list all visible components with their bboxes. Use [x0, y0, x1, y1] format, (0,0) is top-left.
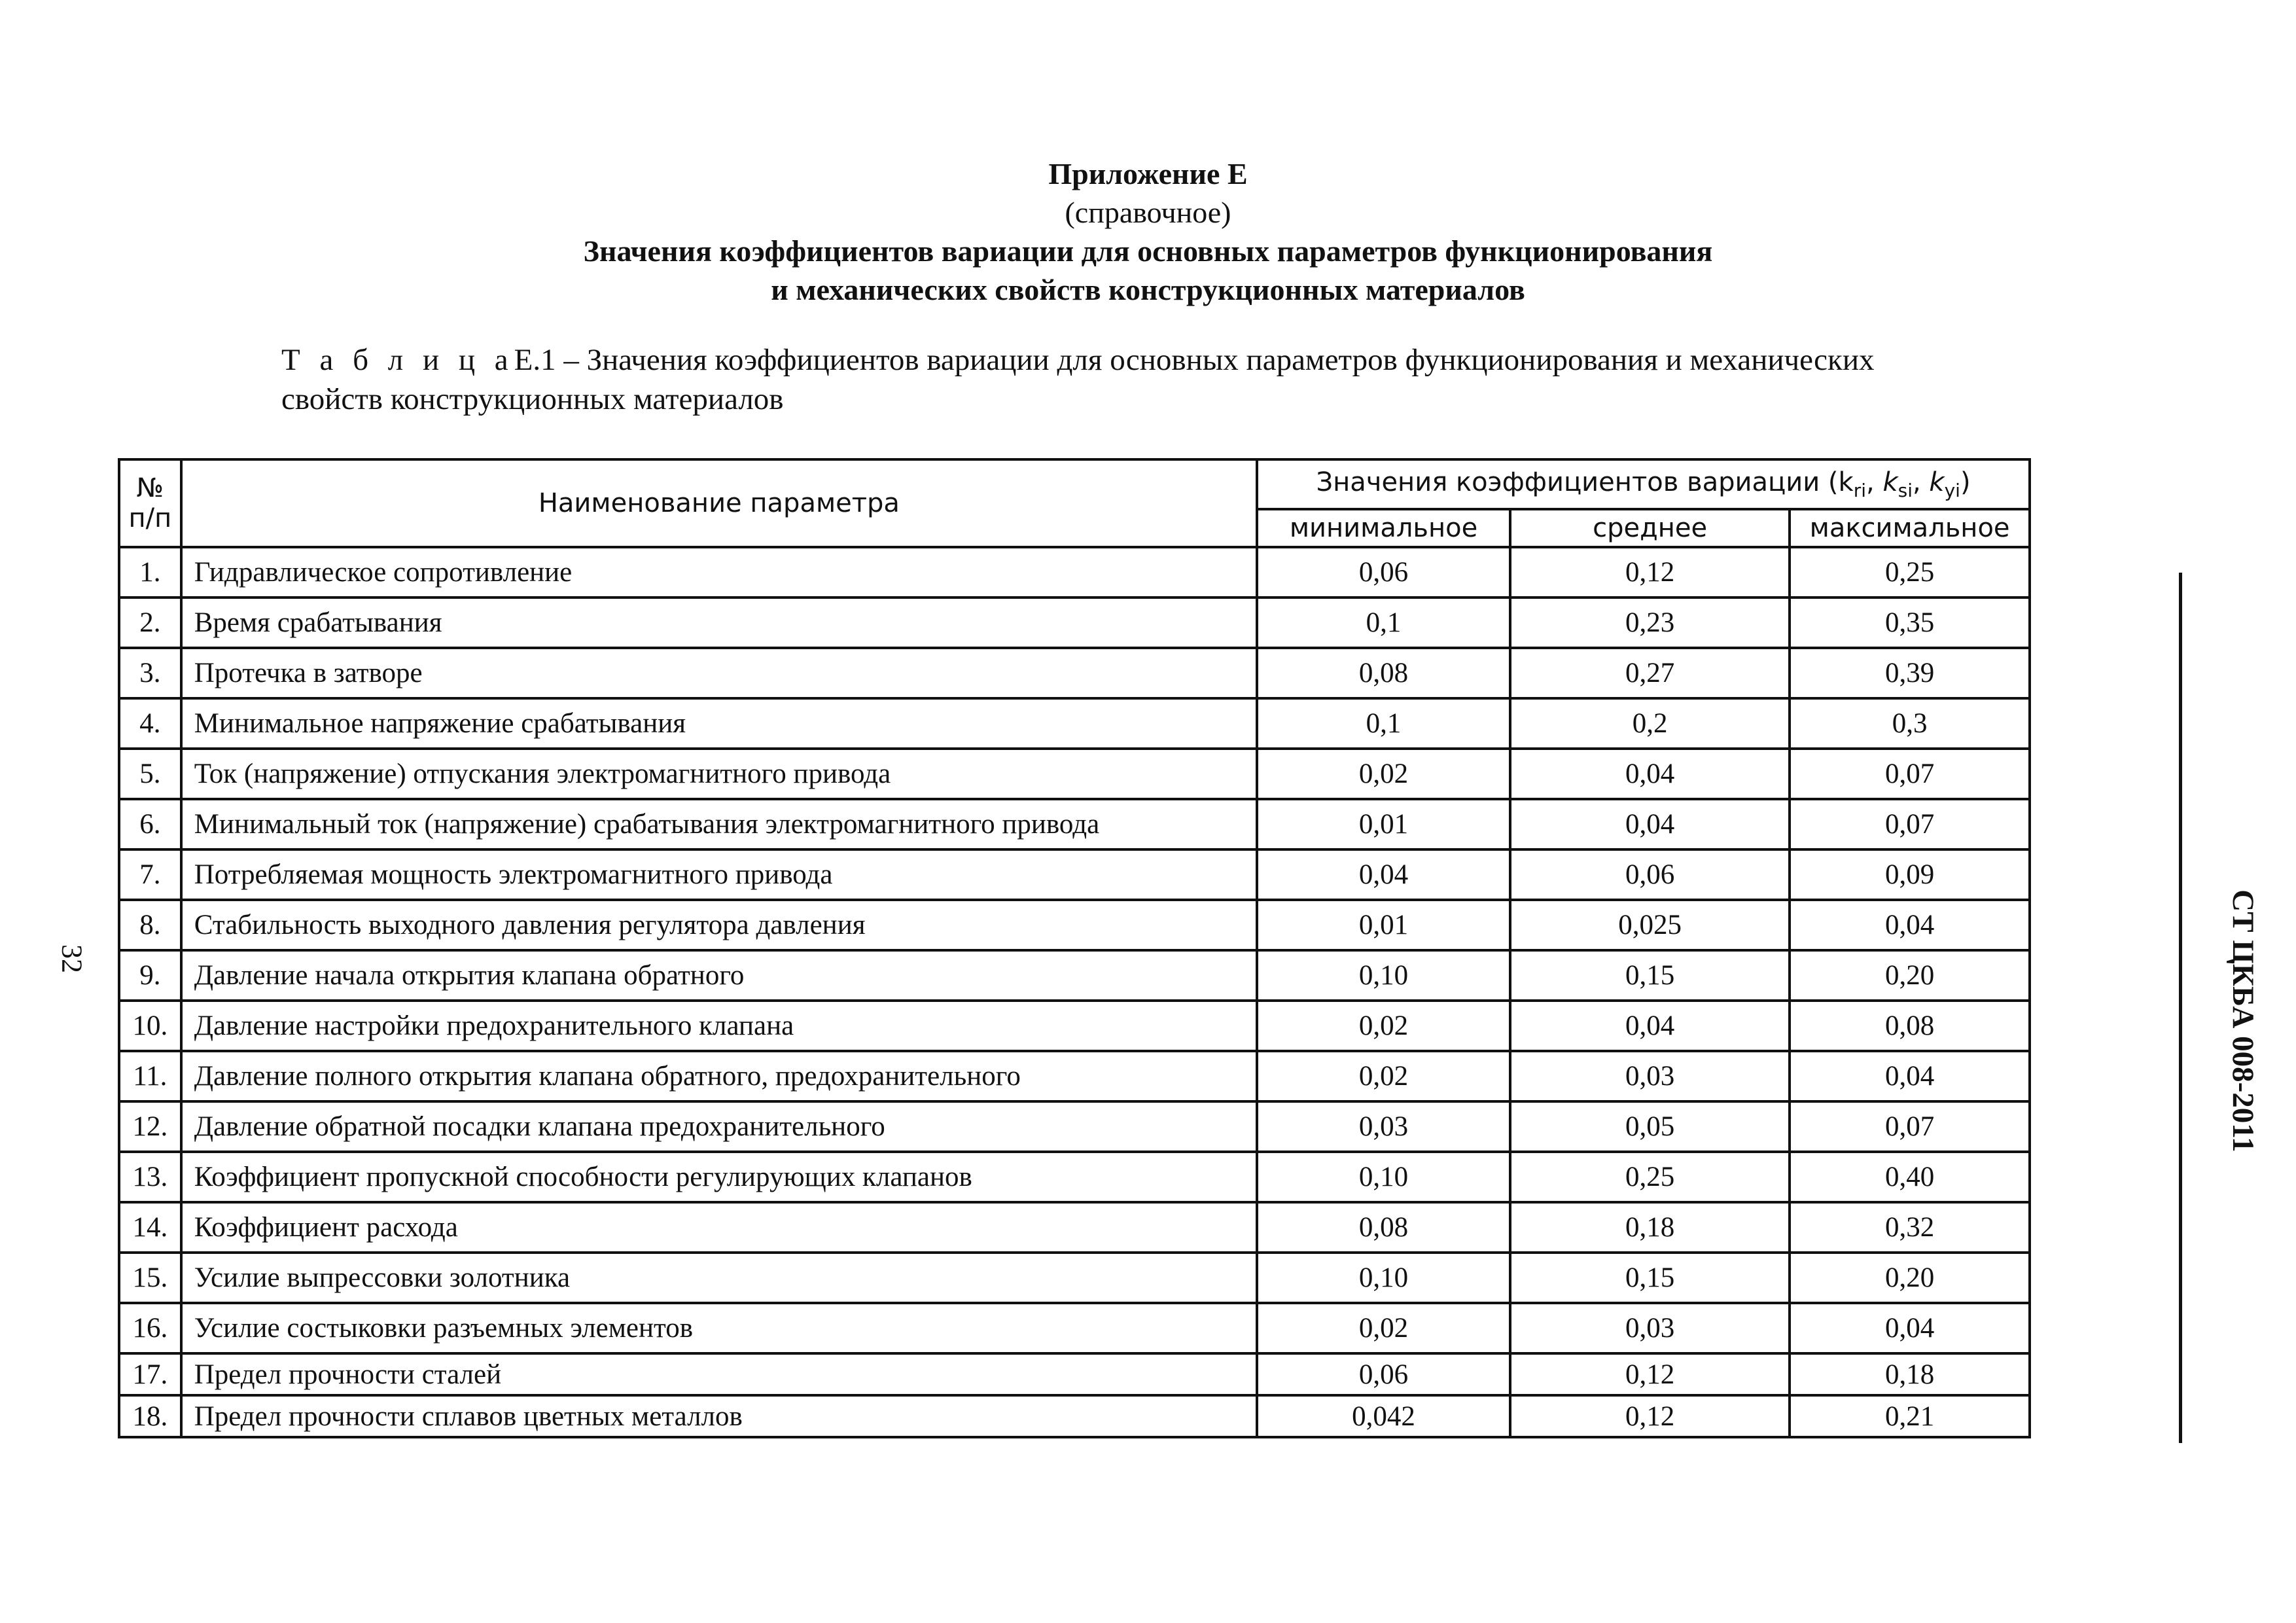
table-row	[119, 1051, 2030, 1101]
table-row	[119, 1101, 2030, 1152]
cell-max: 0,04	[1790, 900, 2030, 950]
table-row	[119, 1202, 2030, 1253]
cell-number: 15.	[119, 1253, 181, 1303]
cell-number: 12.	[119, 1101, 181, 1152]
cell-parameter-name: Коэффициент расхода	[181, 1202, 1257, 1253]
appendix-heading-line2: и механических свойств конструкционных материалов	[771, 273, 1525, 306]
table-row	[119, 547, 2030, 597]
table-row	[119, 950, 2030, 1001]
appendix-title: Приложение Е	[1048, 157, 1248, 190]
cell-avg: 0,025	[1510, 900, 1790, 950]
cell-min: 0,01	[1257, 900, 1510, 950]
table-caption-text-line1: – Значения коэффициентов вариации для основных параметров функционирования и механических	[556, 343, 1875, 377]
table-row	[119, 698, 2030, 749]
cell-parameter-name: Давление настройки предохранительного клапана	[181, 1001, 1257, 1051]
header-number-line1: №	[136, 473, 164, 503]
cell-avg: 0,06	[1510, 849, 1790, 900]
cell-number: 3.	[119, 648, 181, 698]
cell-max: 0,25	[1790, 547, 2030, 597]
cell-min: 0,02	[1257, 749, 1510, 799]
cell-parameter-name: Предел прочности сталей	[181, 1353, 1257, 1395]
cell-number: 9.	[119, 950, 181, 1001]
cell-avg: 0,03	[1510, 1051, 1790, 1101]
header-values-text: Значения коэффициентов вариации (k	[1316, 467, 1854, 497]
cell-min: 0,10	[1257, 1152, 1510, 1202]
cell-parameter-name: Давление полного открытия клапана обратного, предохранительного	[181, 1051, 1257, 1101]
table-caption	[281, 340, 1996, 419]
cell-avg: 0,15	[1510, 950, 1790, 1001]
cell-avg: 0,18	[1510, 1202, 1790, 1253]
table-caption-text-line2: свойств конструкционных материалов	[281, 382, 784, 416]
cell-min: 0,02	[1257, 1051, 1510, 1101]
cell-number: 11.	[119, 1051, 181, 1101]
table-row	[119, 900, 2030, 950]
cell-avg: 0,04	[1510, 799, 1790, 849]
cell-parameter-name: Протечка в затворе	[181, 648, 1257, 698]
cell-parameter-name: Гидравлическое сопротивление	[181, 547, 1257, 597]
header-max: максимальное	[1790, 509, 2030, 547]
header-values-group: Значения коэффициентов вариации ($k_{ri}$, $k_{si}$, $k_{yi}$)	[1257, 459, 2030, 509]
cell-avg: 0,03	[1510, 1303, 1790, 1353]
document-code: СТ ЦКБА 008-2011	[2226, 889, 2260, 1152]
cell-number: 14.	[119, 1202, 181, 1253]
header-number-line2: п/п	[128, 503, 172, 533]
cell-number: 1.	[119, 547, 181, 597]
header-min: минимальное	[1257, 509, 1510, 547]
cell-max: 0,07	[1790, 799, 2030, 849]
cell-min: 0,04	[1257, 849, 1510, 900]
cell-parameter-name: Давление обратной посадки клапана предохранительного	[181, 1101, 1257, 1152]
cell-min: 0,042	[1257, 1395, 1510, 1437]
margin-rule	[2179, 573, 2182, 1443]
appendix-header	[0, 154, 2296, 309]
table-row	[119, 648, 2030, 698]
cell-max: 0,39	[1790, 648, 2030, 698]
header-name: Наименование параметра	[181, 459, 1257, 547]
table-row	[119, 1001, 2030, 1051]
page-number: 32	[56, 944, 88, 973]
cell-max: 0,07	[1790, 1101, 2030, 1152]
cell-number: 10.	[119, 1001, 181, 1051]
cell-min: 0,02	[1257, 1001, 1510, 1051]
cell-parameter-name: Давление начала открытия клапана обратного	[181, 950, 1257, 1001]
cell-number: 13.	[119, 1152, 181, 1202]
cell-max: 0,20	[1790, 950, 2030, 1001]
cell-number: 4.	[119, 698, 181, 749]
cell-number: 18.	[119, 1395, 181, 1437]
cell-avg: 0,12	[1510, 547, 1790, 597]
cell-min: 0,08	[1257, 648, 1510, 698]
table-row	[119, 799, 2030, 849]
cell-min: 0,06	[1257, 1353, 1510, 1395]
cell-min: 0,10	[1257, 950, 1510, 1001]
cell-number: 5.	[119, 749, 181, 799]
appendix-kind: (справочное)	[1065, 196, 1231, 229]
header-sub-ri: ri	[1853, 480, 1866, 501]
cell-min: 0,10	[1257, 1253, 1510, 1303]
cell-avg: 0,12	[1510, 1395, 1790, 1437]
cell-avg: 0,05	[1510, 1101, 1790, 1152]
cell-min: 0,1	[1257, 597, 1510, 648]
cell-min: 0,02	[1257, 1303, 1510, 1353]
cell-max: 0,32	[1790, 1202, 2030, 1253]
cell-min: 0,01	[1257, 799, 1510, 849]
cell-avg: 0,27	[1510, 648, 1790, 698]
header-number	[119, 459, 181, 547]
header-avg: среднее	[1510, 509, 1790, 547]
cell-avg: 0,04	[1510, 749, 1790, 799]
cell-min: 0,06	[1257, 547, 1510, 597]
cell-max: 0,35	[1790, 597, 2030, 648]
cell-number: 2.	[119, 597, 181, 648]
table-row	[119, 749, 2030, 799]
coefficients-table	[118, 458, 2031, 1438]
cell-parameter-name: Стабильность выходного давления регулятора давления	[181, 900, 1257, 950]
cell-max: 0,09	[1790, 849, 2030, 900]
header-sub-yi: yi	[1944, 480, 1960, 501]
cell-max: 0,07	[1790, 749, 2030, 799]
cell-number: 6.	[119, 799, 181, 849]
cell-parameter-name: Минимальный ток (напряжение) срабатывания электромагнитного привода	[181, 799, 1257, 849]
appendix-heading-line1: Значения коэффициентов вариации для основных параметров функционирования	[583, 234, 1713, 268]
table-row	[119, 597, 2030, 648]
header-sub-si: si	[1898, 480, 1913, 501]
cell-parameter-name: Усилие выпрессовки золотника	[181, 1253, 1257, 1303]
table-caption-label: Т а б л и ц а	[281, 343, 514, 377]
cell-min: 0,08	[1257, 1202, 1510, 1253]
cell-number: 16.	[119, 1303, 181, 1353]
cell-parameter-name: Предел прочности сплавов цветных металлов	[181, 1395, 1257, 1437]
cell-max: 0,04	[1790, 1303, 2030, 1353]
cell-parameter-name: Минимальное напряжение срабатывания	[181, 698, 1257, 749]
cell-parameter-name: Ток (напряжение) отпускания электромагнитного привода	[181, 749, 1257, 799]
cell-parameter-name: Усилие состыковки разъемных элементов	[181, 1303, 1257, 1353]
cell-max: 0,21	[1790, 1395, 2030, 1437]
table-row	[119, 1253, 2030, 1303]
cell-max: 0,3	[1790, 698, 2030, 749]
cell-min: 0,03	[1257, 1101, 1510, 1152]
cell-parameter-name: Время срабатывания	[181, 597, 1257, 648]
cell-number: 17.	[119, 1353, 181, 1395]
cell-max: 0,18	[1790, 1353, 2030, 1395]
cell-max: 0,08	[1790, 1001, 2030, 1051]
table-header-row	[119, 459, 2030, 509]
cell-min: 0,1	[1257, 698, 1510, 749]
cell-avg: 0,2	[1510, 698, 1790, 749]
table-row	[119, 1395, 2030, 1437]
table-row	[119, 849, 2030, 900]
cell-max: 0,20	[1790, 1253, 2030, 1303]
table-row	[119, 1353, 2030, 1395]
cell-max: 0,04	[1790, 1051, 2030, 1101]
cell-avg: 0,15	[1510, 1253, 1790, 1303]
cell-number: 7.	[119, 849, 181, 900]
cell-max: 0,40	[1790, 1152, 2030, 1202]
cell-parameter-name: Потребляемая мощность электромагнитного привода	[181, 849, 1257, 900]
table-row	[119, 1303, 2030, 1353]
table-row	[119, 1152, 2030, 1202]
table-caption-number: Е.1	[514, 343, 556, 377]
cell-number: 8.	[119, 900, 181, 950]
cell-avg: 0,25	[1510, 1152, 1790, 1202]
cell-avg: 0,12	[1510, 1353, 1790, 1395]
cell-avg: 0,23	[1510, 597, 1790, 648]
cell-avg: 0,04	[1510, 1001, 1790, 1051]
cell-parameter-name: Коэффициент пропускной способности регулирующих клапанов	[181, 1152, 1257, 1202]
